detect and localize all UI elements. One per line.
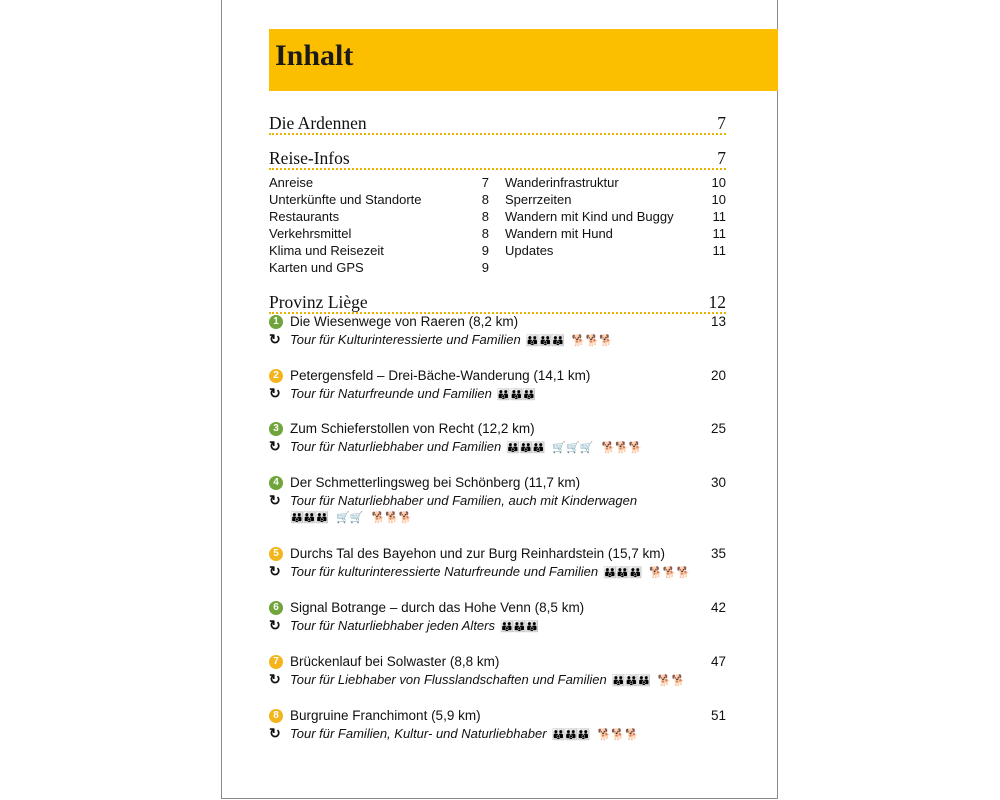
tour-page: 25 <box>710 421 726 436</box>
reise-infos-right <box>505 175 726 270</box>
tour-entry-6[interactable] <box>269 600 726 636</box>
list-item[interactable] <box>269 209 489 226</box>
tour-number-badge: 3 <box>269 422 283 436</box>
list-item[interactable] <box>505 175 726 192</box>
family-icon: 👪👪👪 <box>506 442 545 454</box>
family-icon: 👪👪👪 <box>611 675 650 687</box>
tour-entry-2[interactable] <box>269 368 726 404</box>
dog-icon: 🐕🐕🐕 <box>371 512 413 524</box>
dog-icon: 🐕🐕 <box>657 675 686 687</box>
tour-name: Signal Botrange – durch das Hohe Venn (8,5 km) <box>290 600 585 615</box>
item-page: 8 <box>481 226 489 241</box>
tour-page: 35 <box>710 546 726 561</box>
item-page: 10 <box>711 192 726 207</box>
loop-icon: ↻ <box>269 492 281 508</box>
list-item[interactable] <box>269 260 489 277</box>
item-label: Wandern mit Kind und Buggy <box>505 209 674 224</box>
section-title: Die Ardennen <box>269 113 367 133</box>
tour-number-badge: 1 <box>269 315 283 329</box>
loop-icon: ↻ <box>269 617 281 633</box>
item-label: Karten und GPS <box>269 260 364 275</box>
section-die-ardennen[interactable] <box>269 113 726 135</box>
item-label: Verkehrsmittel <box>269 226 352 241</box>
tour-entry-8[interactable] <box>269 708 726 744</box>
item-label: Unterkünfte und Standorte <box>269 192 422 207</box>
family-icon: 👪👪👪 <box>496 389 535 401</box>
tour-description: Tour für Naturliebhaber jeden Alters <box>290 618 495 633</box>
dog-icon: 🐕🐕🐕 <box>649 567 691 579</box>
loop-icon: ↻ <box>269 331 281 347</box>
tour-number-badge: 2 <box>269 369 283 383</box>
item-page: 9 <box>481 260 489 275</box>
list-item[interactable] <box>269 192 489 209</box>
section-provinz-liege[interactable] <box>269 292 726 314</box>
loop-icon: ↻ <box>269 563 281 579</box>
item-label: Sperrzeiten <box>505 192 572 207</box>
tour-entry-7[interactable] <box>269 654 726 690</box>
item-page: 11 <box>712 209 726 224</box>
tour-number-badge: 8 <box>269 709 283 723</box>
tour-name: Brückenlauf bei Solwaster (8,8 km) <box>290 654 500 669</box>
loop-icon: ↻ <box>269 438 281 454</box>
item-label: Anreise <box>269 175 314 190</box>
page-title: Inhalt <box>275 39 354 72</box>
item-page: 7 <box>481 175 489 190</box>
tour-description: Tour für Naturliebhaber und Familien, auch mit Kinderwagen <box>290 493 638 508</box>
section-title: Reise-Infos <box>269 148 350 168</box>
tour-page: 51 <box>710 708 726 723</box>
list-item[interactable] <box>505 209 726 226</box>
tour-number-badge: 5 <box>269 547 283 561</box>
tour-entry-3[interactable] <box>269 421 726 457</box>
tour-description: Tour für Naturfreunde und Familien <box>290 386 492 401</box>
tour-entry-4[interactable] <box>269 475 726 529</box>
item-page: 9 <box>481 243 489 258</box>
stroller-icon: 🛒🛒🛒 <box>552 442 594 454</box>
loop-icon: ↻ <box>269 725 281 741</box>
tour-page: 30 <box>710 475 726 490</box>
header-band <box>269 29 778 91</box>
item-page: 8 <box>481 192 489 207</box>
tour-number-badge: 7 <box>269 655 283 669</box>
section-page: 12 <box>708 292 726 312</box>
stroller-icon: 🛒🛒 <box>336 512 364 524</box>
tour-name: Burgruine Franchimont (5,9 km) <box>290 708 481 723</box>
tour-number-badge: 4 <box>269 476 283 490</box>
tour-description: Tour für Liebhaber von Flusslandschaften und Familien <box>290 672 607 687</box>
tour-name: Zum Schieferstollen von Recht (12,2 km) <box>290 421 535 436</box>
tour-name: Der Schmetterlingsweg bei Schönberg (11,7 km) <box>290 475 581 490</box>
tour-page: 13 <box>710 314 726 329</box>
tour-entry-1[interactable] <box>269 314 726 350</box>
list-item[interactable] <box>505 192 726 209</box>
tour-page: 20 <box>710 368 726 383</box>
tour-entry-5[interactable] <box>269 546 726 582</box>
dog-icon: 🐕🐕🐕 <box>597 729 639 741</box>
family-icon: 👪👪👪 <box>603 567 642 579</box>
loop-icon: ↻ <box>269 385 281 401</box>
tour-name: Petergensfeld – Drei-Bäche-Wanderung (14,1 km) <box>290 368 591 383</box>
list-item[interactable] <box>269 226 489 243</box>
list-item[interactable] <box>505 226 726 243</box>
tour-name: Durchs Tal des Bayehon und zur Burg Reinhardstein (15,7 km) <box>290 546 665 561</box>
section-reise-infos[interactable] <box>269 148 726 170</box>
dog-icon: 🐕🐕🐕 <box>571 335 613 347</box>
family-icon: 👪👪👪 <box>551 729 590 741</box>
section-title: Provinz Liège <box>269 292 368 312</box>
family-icon: 👪👪👪 <box>290 512 329 524</box>
item-page: 11 <box>712 226 726 241</box>
dog-icon: 🐕🐕🐕 <box>601 442 643 454</box>
tour-page: 42 <box>710 600 726 615</box>
list-item[interactable] <box>505 243 726 260</box>
item-label: Wandern mit Hund <box>505 226 613 241</box>
tour-description: Tour für Familien, Kultur- und Naturliebhaber <box>290 726 547 741</box>
section-page: 7 <box>717 113 726 133</box>
list-item[interactable] <box>269 243 489 260</box>
family-icon: 👪👪👪 <box>525 335 564 347</box>
family-icon: 👪👪👪 <box>500 621 539 633</box>
item-page: 11 <box>712 243 726 258</box>
tour-description: Tour für Naturliebhaber und Familien <box>290 439 502 454</box>
list-item[interactable] <box>269 175 489 192</box>
item-label: Wanderinfrastruktur <box>505 175 619 190</box>
reise-infos-left <box>269 175 489 285</box>
loop-icon: ↻ <box>269 671 281 687</box>
tour-name: Die Wiesenwege von Raeren (8,2 km) <box>290 314 519 329</box>
item-page: 10 <box>711 175 726 190</box>
tour-description: Tour für kulturinteressierte Naturfreunde und Familien <box>290 564 599 579</box>
tour-page: 47 <box>710 654 726 669</box>
item-label: Klima und Reisezeit <box>269 243 384 258</box>
item-label: Updates <box>505 243 554 258</box>
item-page: 8 <box>481 209 489 224</box>
section-page: 7 <box>717 148 726 168</box>
item-label: Restaurants <box>269 209 340 224</box>
tour-number-badge: 6 <box>269 601 283 615</box>
tour-description: Tour für Kulturinteressierte und Familien <box>290 332 521 347</box>
